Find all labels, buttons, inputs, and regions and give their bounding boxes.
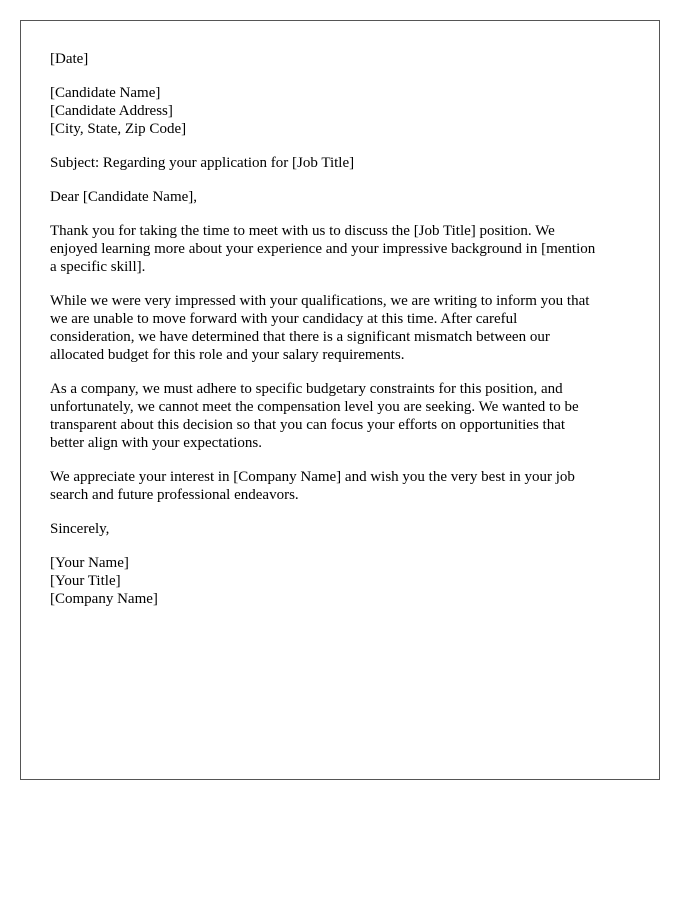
signature-block: [50, 554, 635, 608]
paragraph-line: transparent about this decision so that you can focus your efforts on opportunities that: [50, 417, 566, 433]
salutation-block: [50, 188, 635, 206]
signature-title: [Your Title]: [50, 573, 121, 589]
paragraph-1: [50, 222, 635, 276]
paragraph-3: [50, 380, 635, 452]
paragraph-line: allocated budget for this role and your salary requirements.: [50, 347, 405, 363]
paragraph-line: unfortunately, we cannot meet the compensation level you are seeking. We wanted to be: [50, 399, 579, 415]
paragraph-line: consideration, we have determined that there is a significant mismatch between our: [50, 329, 550, 345]
paragraph-line: a specific skill].: [50, 259, 146, 275]
letter-closing: Sincerely,: [50, 521, 110, 537]
signature-company: [Company Name]: [50, 591, 158, 607]
paragraph-line: search and future professional endeavors.: [50, 487, 299, 503]
paragraph-line: Thank you for taking the time to meet with us to discuss the [Job Title] position. We: [50, 223, 555, 239]
subject-block: [50, 154, 635, 172]
closing-block: [50, 520, 635, 538]
signature-name: [Your Name]: [50, 555, 129, 571]
letter-subject: Subject: Regarding your application for [Job Title]: [50, 155, 355, 171]
letter-date-block: [50, 50, 635, 68]
letter-page: [20, 20, 660, 780]
paragraph-line: enjoyed learning more about your experience and your impressive background in [mention: [50, 241, 596, 257]
recipient-address: [Candidate Address]: [50, 103, 173, 119]
recipient-name: [Candidate Name]: [50, 85, 161, 101]
letter-body: [50, 50, 635, 624]
paragraph-line: we are unable to move forward with your candidacy at this time. After careful: [50, 311, 518, 327]
paragraph-line: While we were very impressed with your qualifications, we are writing to inform you that: [50, 293, 590, 309]
recipient-block: [50, 84, 635, 138]
recipient-city-state-zip: [City, State, Zip Code]: [50, 121, 187, 137]
paragraph-line: As a company, we must adhere to specific budgetary constraints for this position, and: [50, 381, 563, 397]
letter-salutation: Dear [Candidate Name],: [50, 189, 198, 205]
letter-date: [Date]: [50, 51, 89, 67]
paragraph-line: better align with your expectations.: [50, 435, 263, 451]
paragraph-4: [50, 468, 635, 504]
paragraph-2: [50, 292, 635, 364]
paragraph-line: We appreciate your interest in [Company Name] and wish you the very best in your job: [50, 469, 575, 485]
